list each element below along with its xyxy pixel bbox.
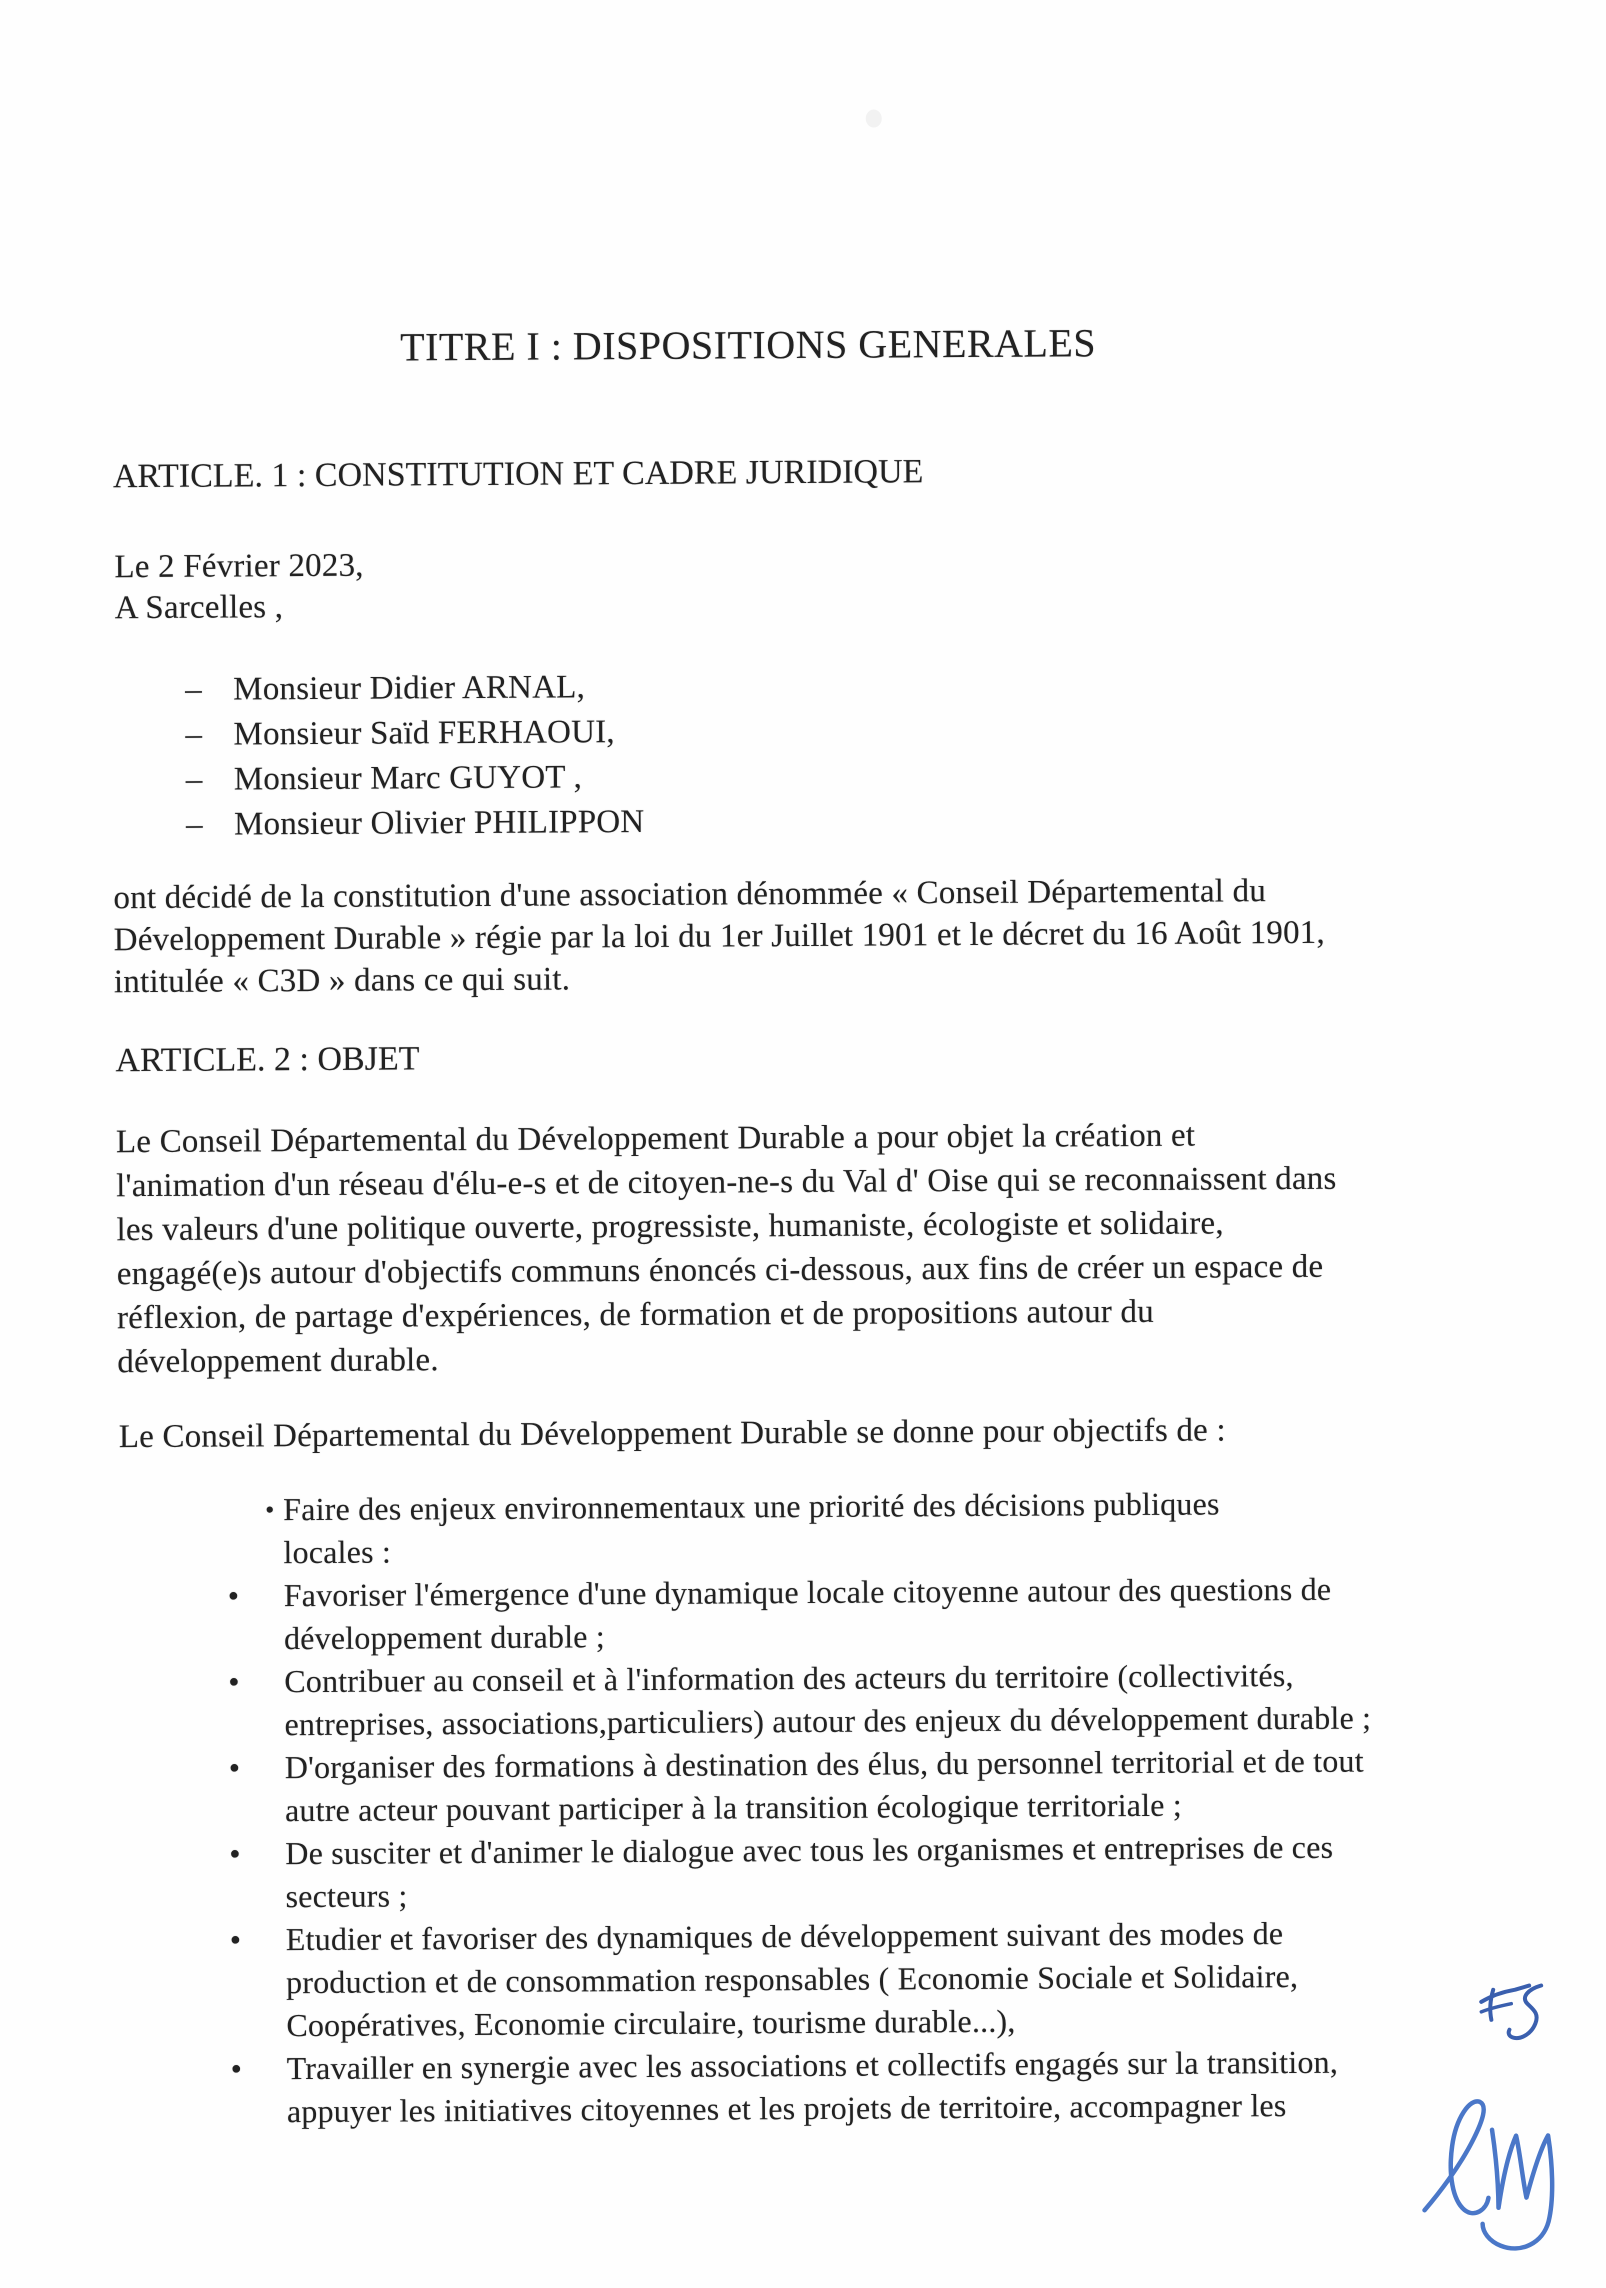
founder-name: Monsieur Marc GUYOT , <box>233 759 583 798</box>
objectives-list <box>227 1481 1537 2134</box>
document-title: TITRE I : DISPOSITIONS GENERALES <box>399 320 1097 370</box>
founder-item <box>185 665 644 713</box>
bullet-marker: • <box>228 1663 240 1700</box>
bullet-marker: • <box>229 1921 242 1958</box>
objective-item <box>228 1739 1536 1833</box>
date-line: Le 2 Février 2023, <box>114 547 364 586</box>
dash-marker: – <box>185 716 203 753</box>
article2-object-paragraph: Le Conseil Départemental du Développement Durable a pour objet la création et l'animation d'un réseau d'élu-e-s et de citoyen-ne-s du Val d' Oise qui se reconnaissent dans les valeurs d'une politique ouverte, progressiste, humaniste, écologiste et solidaire, engagé(e)s autour d'objectifs communs énoncés ci-dessous, aux fins de créer un espace de réflexion, de partage d'expériences, de formation et de propositions autour du développement durable. <box>115 1117 1337 1381</box>
bullet-marker: • <box>229 1835 241 1872</box>
objective-item <box>229 1911 1537 2048</box>
bullet-marker: • <box>227 1577 240 1614</box>
founder-item <box>185 710 644 758</box>
scan-smudge <box>866 110 882 128</box>
founder-name: Monsieur Didier ARNAL, <box>233 669 586 708</box>
objective-item <box>228 1653 1535 1747</box>
handwritten-initials-fs <box>1467 1971 1568 2068</box>
dash-marker: – <box>185 671 203 708</box>
objective-text: Etudier et favoriser des dynamiques de développement suivant des modes de production et de consommation responsables ( Economie Sociale et Solidaire, Coopératives, Economie circulaire, tourisme durable...), <box>285 1915 1299 2044</box>
handwritten-signature <box>1408 2081 1581 2268</box>
article2-objectives-intro: Le Conseil Départemental du Développement Durable se donne pour objectifs de : <box>118 1412 1226 1456</box>
objective-item <box>229 1825 1536 1919</box>
bullet-marker: • <box>228 1749 241 1786</box>
founder-item <box>186 755 645 803</box>
founders-list <box>185 665 644 848</box>
article1-heading: ARTICLE. 1 : CONSTITUTION ET CADRE JURIDIQUE <box>112 453 924 496</box>
objective-text: De susciter et d'animer le dialogue avec tous les organismes et entreprises de ces secteurs ; <box>285 1828 1334 1915</box>
bullet-marker: • <box>265 1495 275 1525</box>
objective-text: Favoriser l'émergence d'une dynamique locale citoyenne autour des questions de développement durable ; <box>283 1570 1332 1657</box>
objective-text: D'organiser des formations à destination des élus, du personnel territorial et de tout autre acteur pouvant participer à la transition écologique territoriale ; <box>284 1742 1364 1829</box>
founder-name: Monsieur Olivier PHILIPPON <box>233 803 645 843</box>
founder-item <box>186 800 645 848</box>
dash-marker: – <box>185 761 203 798</box>
objective-item <box>227 1567 1535 1661</box>
objective-item <box>230 2040 1538 2134</box>
dash-marker: – <box>185 806 203 843</box>
place-line: A Sarcelles , <box>114 589 284 627</box>
bullet-marker: • <box>230 2050 243 2087</box>
objective-text: Faire des enjeux environnementaux une priorité des décisions publiques locales : <box>283 1485 1220 1571</box>
article2-heading: ARTICLE. 2 : OBJET <box>115 1040 420 1080</box>
objective-item <box>265 1481 1534 1575</box>
founder-name: Monsieur Saïd FERHAOUI, <box>233 714 615 753</box>
article1-paragraph: ont décidé de la constitution d'une association dénommée « Conseil Départemental du Développement Durable » régie par la loi du 1er Juillet 1901 et le décret du 16 Août 1901, intitulée « C3D » dans ce qui suit. <box>113 873 1325 1001</box>
objective-text: Travailler en synergie avec les associations et collectifs engagés sur la transition, appuyer les initiatives citoyennes et les projets de territoire, accompagner les <box>286 2043 1339 2130</box>
objective-text: Contribuer au conseil et à l'information des acteurs du territoire (collectivités, entreprises, associations,particuliers) autour des enjeux du développement durable ; <box>284 1657 1372 1743</box>
